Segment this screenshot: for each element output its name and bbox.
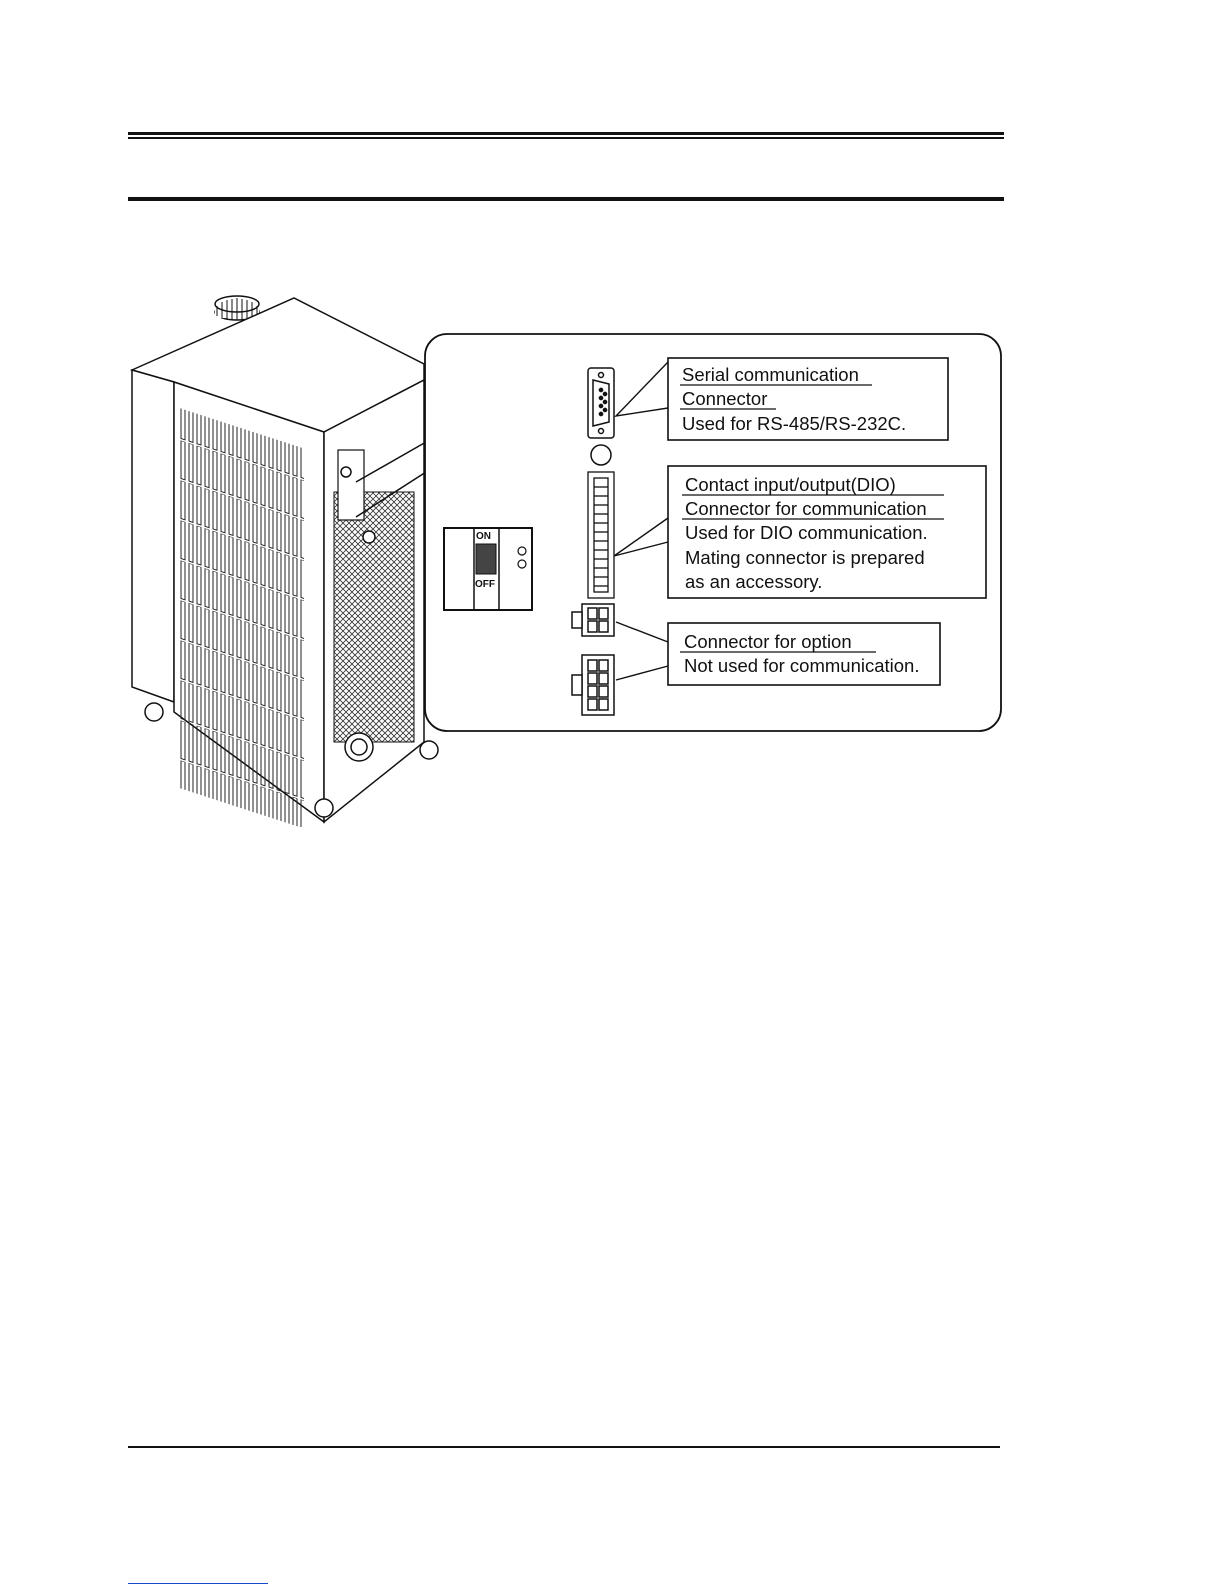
dio-connector-icon <box>588 472 614 598</box>
dio-desc-line2: Mating connector is prepared <box>685 547 925 568</box>
dio-title-line1: Contact input/output(DIO) <box>685 474 896 495</box>
dio-title-line2: Connector for communication <box>685 498 927 519</box>
breaker-switch <box>444 528 532 610</box>
panel-hole-icon <box>591 445 611 465</box>
header-rule-top <box>128 132 1004 135</box>
header-rule-bottom <box>128 197 1004 201</box>
dio-desc-line3: as an accessory. <box>685 571 823 592</box>
breaker-off-label: OFF <box>475 579 495 590</box>
option-title: Connector for option <box>684 631 852 652</box>
serial-desc: Used for RS-485/RS-232C. <box>682 413 907 434</box>
serial-callout <box>668 358 948 440</box>
option-callout <box>668 623 940 685</box>
breaker-on-label: ON <box>476 531 491 542</box>
dio-callout <box>668 466 986 598</box>
dio-desc-line1: Used for DIO communication. <box>685 522 928 543</box>
chiller-unit <box>132 296 438 827</box>
footer-rule <box>128 1446 1000 1448</box>
serial-title-line1: Serial communication <box>682 364 859 385</box>
serial-title-line2: Connector <box>682 388 768 409</box>
serial-connector-icon <box>588 368 614 438</box>
header-rule-top-thin <box>128 137 1004 139</box>
chiller-connector-figure <box>124 292 1004 827</box>
option-desc: Not used for communication. <box>684 655 920 676</box>
